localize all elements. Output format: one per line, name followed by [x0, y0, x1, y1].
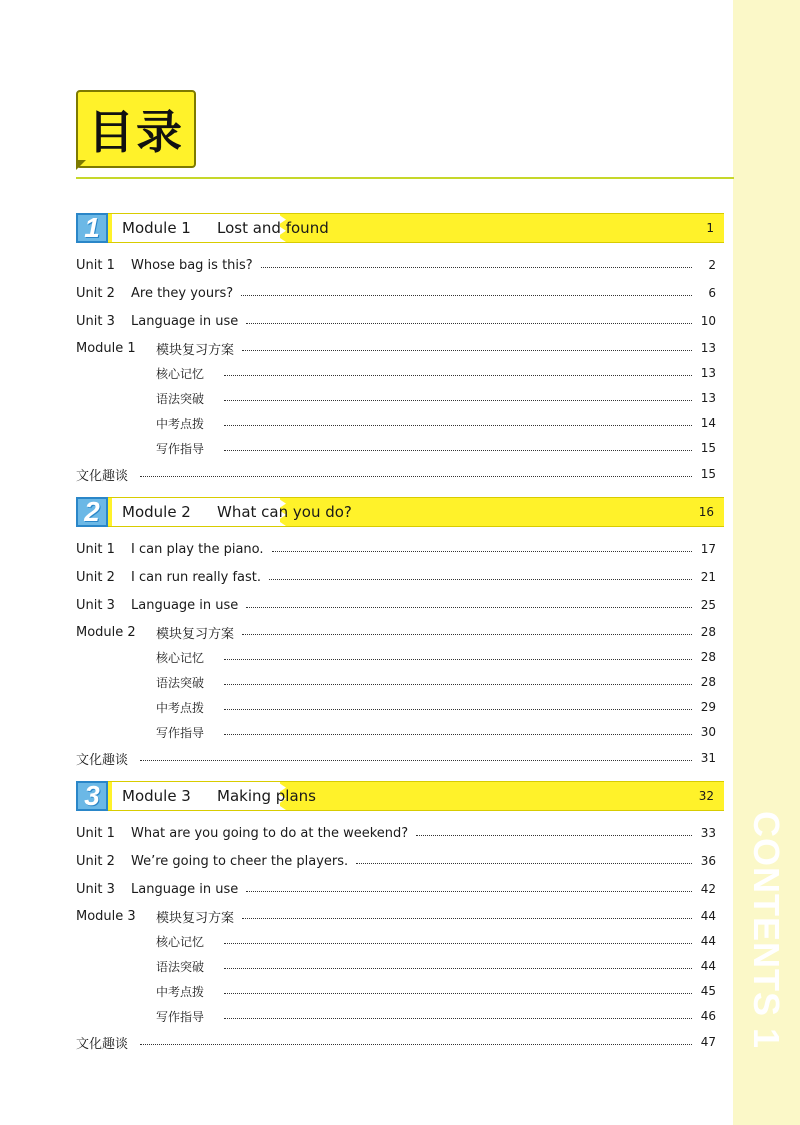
review-title: 模块复习方案 — [156, 910, 235, 926]
dot-leader — [356, 862, 692, 864]
title-rule — [76, 177, 734, 179]
toc-row-unit[interactable] — [76, 851, 716, 871]
page-number: 2 — [708, 258, 716, 272]
page-number: 28 — [700, 650, 716, 664]
module-page-number: 1 — [706, 221, 714, 235]
unit-label: Unit 2 — [76, 853, 115, 869]
dot-leader — [140, 1043, 692, 1045]
module-header-3[interactable] — [76, 781, 724, 811]
page-number: 10 — [700, 314, 716, 328]
module-title: What can you do? — [217, 503, 352, 521]
unit-label: Unit 2 — [76, 285, 115, 301]
dot-leader — [224, 1017, 692, 1019]
toc-row-subsection[interactable] — [76, 363, 716, 383]
toc-row-unit[interactable] — [76, 595, 716, 615]
subsection-title: 语法突破 — [156, 391, 205, 406]
toc-row-unit[interactable] — [76, 539, 716, 559]
page-number: 36 — [700, 854, 716, 868]
subsection-title: 语法突破 — [156, 959, 205, 974]
page-number: 42 — [700, 882, 716, 896]
dot-leader — [224, 992, 692, 994]
dot-leader — [272, 550, 692, 552]
unit-label: Unit 3 — [76, 313, 115, 329]
title-tail-decoration — [76, 160, 86, 170]
toc-row-subsection[interactable] — [76, 697, 716, 717]
subsection-title: 核心记忆 — [156, 650, 205, 665]
toc-row-subsection[interactable] — [76, 438, 716, 458]
review-label: Module 1 — [76, 340, 136, 356]
dot-leader — [242, 349, 692, 351]
toc-row-subsection[interactable] — [76, 672, 716, 692]
unit-title: What are you going to do at the weekend? — [131, 825, 409, 841]
page-number: 14 — [700, 416, 716, 430]
review-label: Module 3 — [76, 908, 136, 924]
page-number: 15 — [700, 467, 716, 481]
toc-row-subsection[interactable] — [76, 647, 716, 667]
unit-label: Unit 3 — [76, 881, 115, 897]
page-number: 13 — [700, 366, 716, 380]
subsection-title: 中考点拨 — [156, 700, 205, 715]
module-number-badge: 1 — [76, 213, 108, 243]
page-number: 13 — [700, 341, 716, 355]
module-label: Module 3 — [122, 787, 191, 805]
toc-row-unit[interactable] — [76, 283, 716, 303]
toc-row-subsection[interactable] — [76, 388, 716, 408]
page-number: 47 — [700, 1035, 716, 1049]
unit-label: Unit 1 — [76, 257, 115, 273]
dot-leader — [140, 759, 692, 761]
page-number: 6 — [708, 286, 716, 300]
toc-row-subsection[interactable] — [76, 413, 716, 433]
unit-title: Language in use — [131, 313, 239, 329]
review-title: 模块复习方案 — [156, 626, 235, 642]
toc-row-unit[interactable] — [76, 823, 716, 843]
page-number: 44 — [700, 909, 716, 923]
page-title: 目录 — [76, 90, 196, 168]
subsection-title: 中考点拨 — [156, 416, 205, 431]
review-label: Module 2 — [76, 624, 136, 640]
toc-row-culture[interactable] — [76, 464, 716, 484]
dot-leader — [246, 890, 692, 892]
dot-leader — [224, 942, 692, 944]
dot-leader — [261, 266, 692, 268]
module-label: Module 2 — [122, 503, 191, 521]
dot-leader — [224, 399, 692, 401]
dot-leader — [242, 633, 692, 635]
module-header-2[interactable] — [76, 497, 724, 527]
page-number: 25 — [700, 598, 716, 612]
subsection-title: 核心记忆 — [156, 934, 205, 949]
subsection-title: 核心记忆 — [156, 366, 205, 381]
dot-leader — [224, 658, 692, 660]
page-number: 28 — [700, 625, 716, 639]
module-page-number: 32 — [698, 789, 714, 803]
side-contents-label: CONTENTS 1 — [746, 810, 787, 1050]
dot-leader — [140, 475, 692, 477]
module-title: Making plans — [217, 787, 316, 805]
dot-leader — [224, 708, 692, 710]
page-number: 17 — [700, 542, 716, 556]
dot-leader — [242, 917, 692, 919]
page-number: 46 — [700, 1009, 716, 1023]
module-page-number: 16 — [698, 505, 714, 519]
unit-label: Unit 3 — [76, 597, 115, 613]
toc-row-culture[interactable] — [76, 748, 716, 768]
toc-row-subsection[interactable] — [76, 931, 716, 951]
unit-label: Unit 2 — [76, 569, 115, 585]
dot-leader — [224, 449, 692, 451]
page-number: 33 — [700, 826, 716, 840]
culture-title: 文化趣谈 — [76, 1036, 129, 1052]
subsection-title: 写作指导 — [156, 725, 205, 740]
unit-title: Are they yours? — [131, 285, 234, 301]
page-number: 44 — [700, 959, 716, 973]
toc-row-subsection[interactable] — [76, 1006, 716, 1026]
module-label: Module 1 — [122, 219, 191, 237]
unit-title: We’re going to cheer the players. — [131, 853, 349, 869]
page-number: 28 — [700, 675, 716, 689]
unit-label: Unit 1 — [76, 825, 115, 841]
page-number: 29 — [700, 700, 716, 714]
page-number: 31 — [700, 751, 716, 765]
culture-title: 文化趣谈 — [76, 752, 129, 768]
dot-leader — [416, 834, 692, 836]
page-number: 13 — [700, 391, 716, 405]
toc-row-subsection[interactable] — [76, 956, 716, 976]
module-number-badge: 2 — [76, 497, 108, 527]
unit-title: Language in use — [131, 597, 239, 613]
culture-title: 文化趣谈 — [76, 468, 129, 484]
subsection-title: 中考点拨 — [156, 984, 205, 999]
module-header-1[interactable] — [76, 213, 724, 243]
dot-leader — [246, 322, 692, 324]
unit-title: I can run really fast. — [131, 569, 262, 585]
dot-leader — [246, 606, 692, 608]
page-number: 30 — [700, 725, 716, 739]
toc-row-review[interactable] — [76, 622, 716, 642]
toc-row-review[interactable] — [76, 906, 716, 926]
page-number: 45 — [700, 984, 716, 998]
review-title: 模块复习方案 — [156, 342, 235, 358]
page-number: 21 — [700, 570, 716, 584]
toc-row-subsection[interactable] — [76, 722, 716, 742]
subsection-title: 写作指导 — [156, 441, 205, 456]
unit-title: Language in use — [131, 881, 239, 897]
toc-row-unit[interactable] — [76, 311, 716, 331]
dot-leader — [224, 374, 692, 376]
toc-row-subsection[interactable] — [76, 981, 716, 1001]
dot-leader — [224, 733, 692, 735]
module-title: Lost and found — [217, 219, 329, 237]
dot-leader — [269, 578, 692, 580]
dot-leader — [241, 294, 692, 296]
dot-leader — [224, 683, 692, 685]
dot-leader — [224, 967, 692, 969]
unit-label: Unit 1 — [76, 541, 115, 557]
toc-row-culture[interactable] — [76, 1032, 716, 1052]
page-number: 44 — [700, 934, 716, 948]
page-number: 15 — [700, 441, 716, 455]
toc-row-unit[interactable] — [76, 255, 716, 275]
toc-row-unit[interactable] — [76, 567, 716, 587]
toc-row-review[interactable] — [76, 338, 716, 358]
toc-row-unit[interactable] — [76, 879, 716, 899]
unit-title: Whose bag is this? — [131, 257, 253, 273]
module-number-badge: 3 — [76, 781, 108, 811]
unit-title: I can play the piano. — [131, 541, 264, 557]
dot-leader — [224, 424, 692, 426]
subsection-title: 语法突破 — [156, 675, 205, 690]
subsection-title: 写作指导 — [156, 1009, 205, 1024]
